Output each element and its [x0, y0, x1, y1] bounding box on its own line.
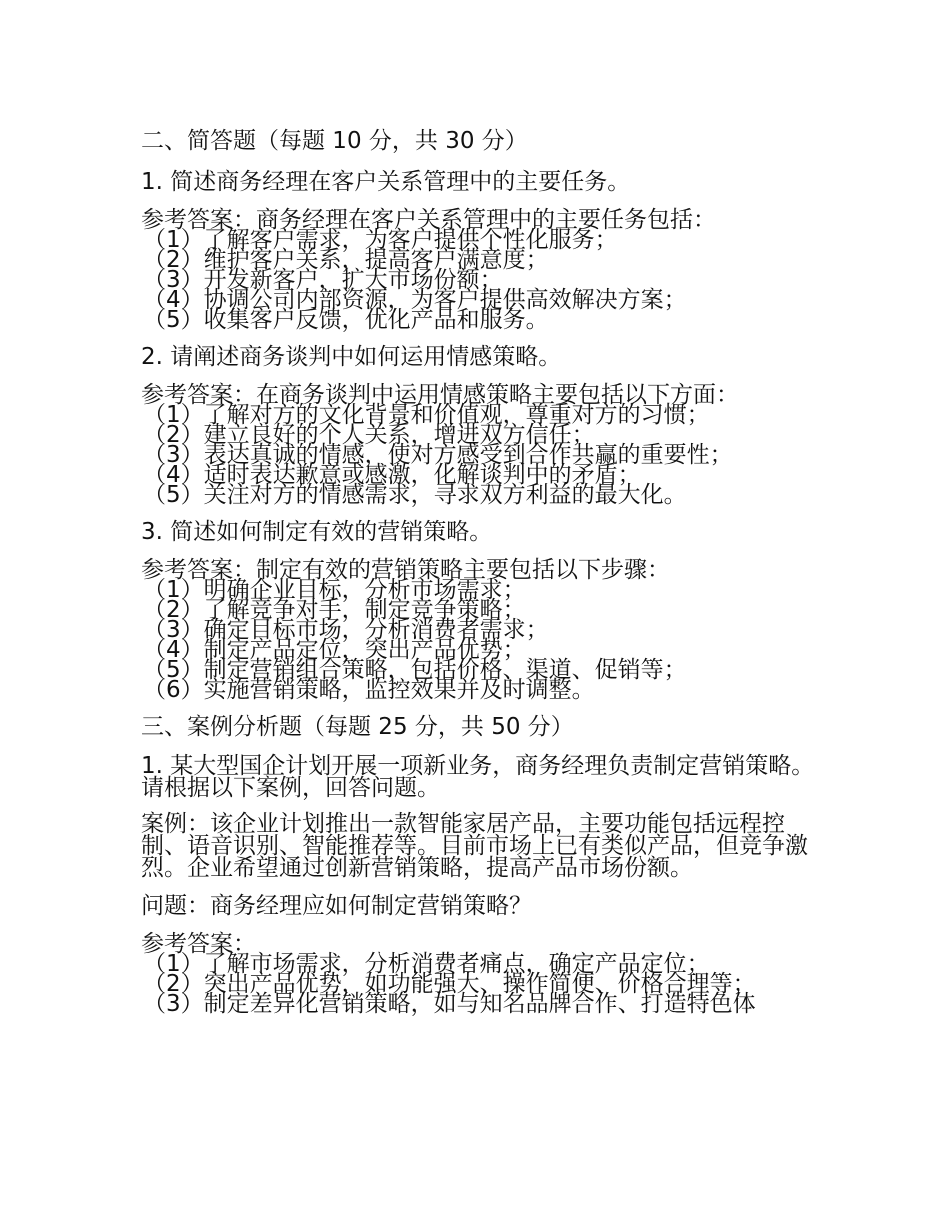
answer-item: （2）建立良好的个人关系，增进双方信任； [143, 422, 595, 448]
answer-item: （1）了解市场需求，分析消费者痛点，确定产品定位； [143, 951, 710, 977]
case-prompt: 问题：商务经理应如何制定营销策略？ [141, 893, 532, 919]
answer-item: （4）协调公司内部资源，为客户提供高效解决方案； [143, 287, 687, 313]
answer-item: （2）了解竞争对手，制定竞争策略； [143, 597, 526, 623]
answer-intro: 参考答案： [141, 931, 256, 957]
question-3: 3. 简述如何制定有效的营销策略。 [141, 519, 493, 545]
answer-item: （4）适时表达歉意或感激，化解谈判中的矛盾； [143, 462, 641, 488]
answer-block-1 [141, 207, 821, 333]
answer-item: （3）确定目标市场，分析消费者需求； [143, 617, 549, 643]
answer-item: （3）开发新客户，扩大市场份额； [143, 267, 503, 293]
case-answer-block [141, 931, 821, 1017]
answer-block-3 [141, 557, 821, 703]
answer-item: （1）明确企业目标，分析市场需求； [143, 577, 526, 603]
answer-item: （4）制定产品定位，突出产品优势； [143, 637, 526, 663]
answer-item: （5）制定营销组合策略，包括价格、渠道、促销等； [143, 657, 687, 683]
answer-item: （2）维护客户关系，提高客户满意度； [143, 247, 549, 273]
answer-item: （6）实施营销策略，监控效果并及时调整。 [143, 677, 595, 703]
answer-item: （3）表达真诚的情感，使对方感受到合作共赢的重要性； [143, 442, 733, 468]
question-1: 1. 简述商务经理在客户关系管理中的主要任务。 [141, 169, 631, 195]
document-body [141, 128, 821, 1028]
case-question-1: 1. 某大型国企计划开展一项新业务，商务经理负责制定营销策略。请根据以下案例，回答问题。 [141, 753, 815, 801]
answer-item: （1）了解对方的文化背景和价值观，尊重对方的习惯； [143, 402, 710, 428]
answer-intro: 参考答案：商务经理在客户关系管理中的主要任务包括： [141, 207, 716, 233]
section-heading-case-analysis: 三、案例分析题（每题 25 分，共 50 分） [141, 714, 574, 740]
case-description: 案例：该企业计划推出一款智能家居产品，主要功能包括远程控制、语音识别、智能推荐等。目前市场上已有类似产品，但竞争激烈。企业希望通过创新营销策略，提高产品市场份额。 [141, 811, 808, 881]
answer-intro: 参考答案：在商务谈判中运用情感策略主要包括以下方面： [141, 382, 739, 408]
answer-item: （5）收集客户反馈，优化产品和服务。 [143, 307, 549, 333]
answer-item: （2）突出产品优势，如功能强大、操作简便、价格合理等； [143, 971, 756, 997]
answer-intro: 参考答案：制定有效的营销策略主要包括以下步骤： [141, 557, 670, 583]
question-2: 2. 请阐述商务谈判中如何运用情感策略。 [141, 344, 562, 370]
answer-item: （3）制定差异化营销策略，如与知名品牌合作、打造特色体 [143, 991, 756, 1017]
answer-block-2 [141, 382, 821, 508]
section-heading-short-answer: 二、简答题（每题 10 分，共 30 分） [141, 128, 528, 154]
answer-item: （1）了解客户需求，为客户提供个性化服务； [143, 227, 618, 253]
answer-item: （5）关注对方的情感需求，寻求双方利益的最大化。 [143, 482, 687, 508]
